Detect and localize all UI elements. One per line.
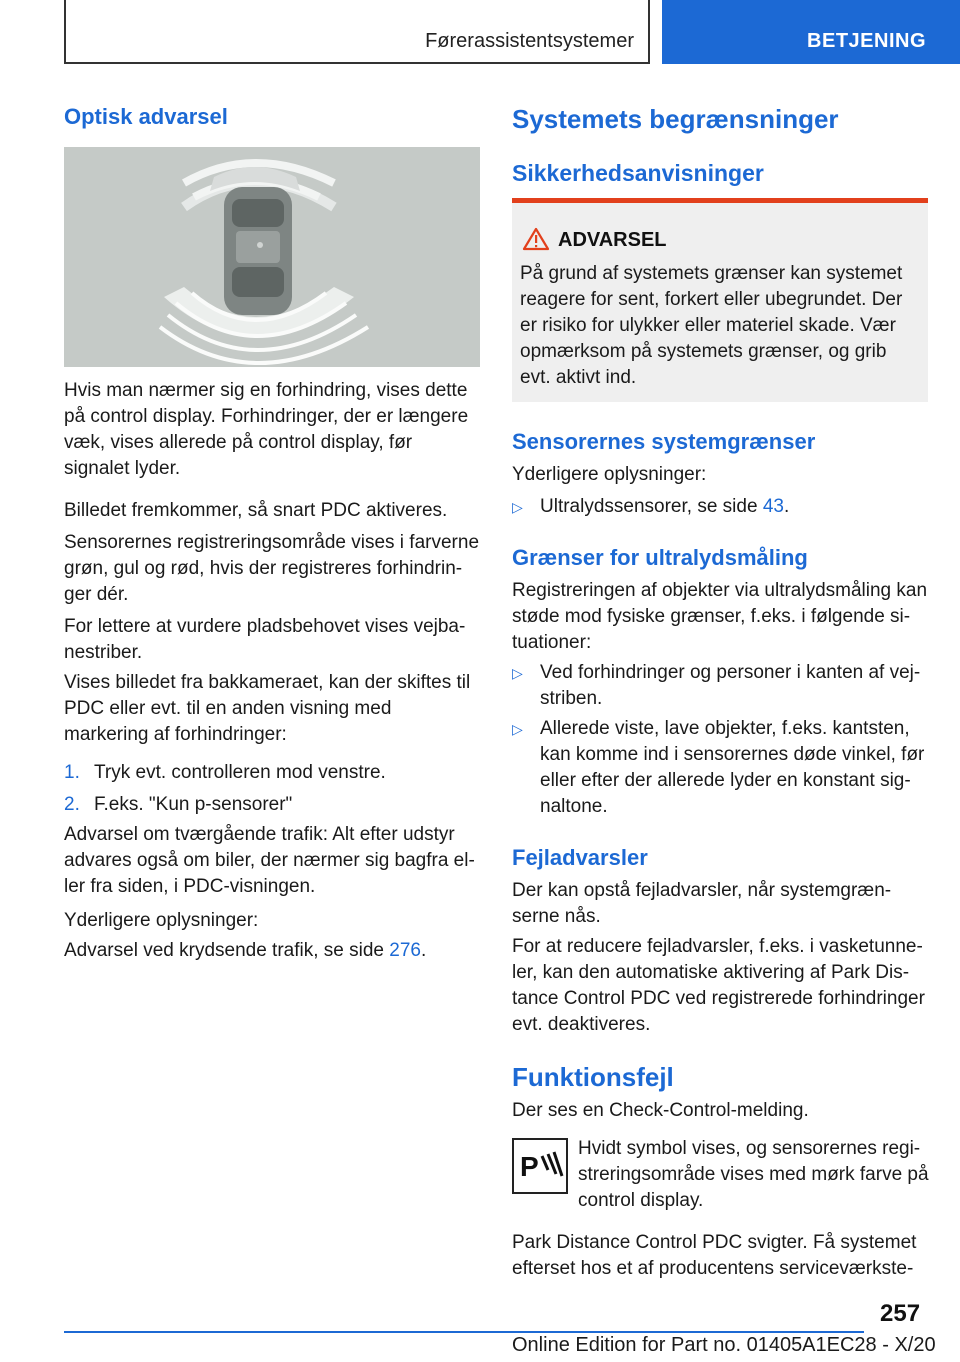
item-text: Allerede viste, lave objekter, f.eks. kantsten, kan komme ind i sensorernes døde vinkel, før eller efter der allerede lyder en konstant sig-naltone. (540, 718, 925, 817)
sensor-list-item (512, 494, 928, 520)
optical-paragraph-2: Billedet fremkommer, så snart PDC aktiveres. (64, 500, 448, 521)
optical-paragraph-1: Hvis man nærmer sig en forhindring, vises dette på control display. Forhindringer, der er længere væk, vises allerede på control display, før signalet lyder. (64, 380, 469, 479)
page-link-43[interactable]: 43 (762, 496, 784, 517)
heading-safety: Sikkerhedsanvisninger (512, 160, 764, 186)
heading-ultrasonic-limits: Grænser for ultralydsmåling (512, 545, 808, 570)
warning-text: På grund af systemets grænser kan systemet reagere for sent, forkert eller ubegrundet. Der er risiko for ulykker eller materiel skade. Vær opmærksom på systemets grænser, og grib evt. aktivt ind. (520, 263, 903, 388)
optical-paragraph-7: Yderligere oplysninger: (64, 910, 259, 931)
item-text: Ved forhindringer og personer i kanten af vej-striben. (540, 662, 921, 709)
false-alarms-paragraph-1: Der kan opstå fejladvarsler, når systemgræn-serne nås. (512, 880, 892, 927)
step-text: F.eks. "Kun p-sensorer" (94, 794, 293, 815)
ref-text: Advarsel ved krydsende trafik, se side (64, 940, 390, 961)
step-2 (64, 792, 480, 818)
pdc-symbol-icon (514, 1140, 566, 1192)
bullet-triangle-icon: ▷ (512, 499, 523, 515)
page-number: 257 (880, 1300, 921, 1327)
page-link-276[interactable]: 276 (389, 940, 421, 961)
warning-triangle-icon (522, 227, 550, 251)
heading-sensor-limits: Sensorernes systemgrænser (512, 429, 816, 454)
optical-paragraph-3: Sensorernes registreringsområde vises i farverne grøn, gul og rød, hvis der registreres forhindrin-ger dér. (64, 532, 480, 605)
warning-box (512, 198, 928, 402)
optical-paragraph-5: Vises billedet fra bakkameraet, kan der skiftes til PDC eller evt. til en anden visning med markering af forhindringer: (64, 672, 471, 745)
heading-false-alarms: Fejladvarsler (512, 845, 648, 870)
svg-text:P: P (520, 1151, 539, 1182)
footer-edition: Online Edition for Part no. 01405A1EC28 - X/20 (512, 1334, 936, 1356)
section-tab (662, 0, 960, 64)
section-label: BETJENING (807, 30, 926, 52)
heading-malfunction: Funktionsfejl (512, 1062, 674, 1092)
bullet-triangle-icon: ▷ (512, 665, 523, 681)
sensor-more-info: Yderligere oplysninger: (512, 464, 707, 485)
car-parking-illustration (64, 147, 480, 367)
optical-paragraph-6: Advarsel om tværgående trafik: Alt efter udstyr advares også om biler, der nærmer sig bagfra el-ler fra siden, i PDC-visningen. (64, 824, 475, 897)
item-text: Ultralydssensorer, se side (540, 496, 763, 517)
optical-paragraph-4: For lettere at vurdere pladsbehovet vises vejba-nestriber. (64, 616, 466, 663)
header-bar (64, 0, 650, 64)
ultrasonic-item-2 (512, 716, 928, 820)
step-1 (64, 760, 480, 786)
malfunction-paragraph-2: Park Distance Control PDC svigter. Få systemet efterset hos et af producentens serviceværkste- (512, 1232, 917, 1279)
heading-optical-warning: Optisk advarsel (64, 104, 228, 129)
ultrasonic-item-1 (512, 660, 928, 712)
pdc-warning-icon (512, 1138, 568, 1194)
malfunction-paragraph-1: Der ses en Check-Control-melding. (512, 1100, 809, 1121)
step-text: Tryk evt. controlleren mod venstre. (94, 762, 386, 783)
heading-system-limits: Systemets begrænsninger (512, 104, 839, 134)
warning-title: ADVARSEL (558, 229, 667, 251)
optical-paragraph-8 (64, 938, 480, 964)
false-alarms-paragraph-2: For at reducere fejladvarsler, f.eks. i vasketunne-ler, kan den automatiske aktivering af Park Dis-tance Control PDC ved registrerede forhindringer evt. deaktiveres. (512, 936, 925, 1035)
malfunction-icon-text: Hvidt symbol vises, og sensorernes regi-streringsområde vises med mørk farve på control display. (578, 1138, 929, 1211)
pdc-display-image (64, 147, 480, 367)
chapter-title: Førerassistentsystemer (425, 30, 634, 52)
step-number: 1. (64, 762, 80, 783)
bullet-triangle-icon: ▷ (512, 721, 523, 737)
step-number: 2. (64, 794, 80, 815)
ref-suffix: . (420, 940, 427, 961)
ultrasonic-paragraph: Registreringen af objekter via ultralydsmåling kan støde mod fysiske grænser, f.eks. i følgende si-tuationer: (512, 580, 928, 653)
footer-divider (64, 1331, 864, 1333)
item-suffix: . (783, 496, 790, 517)
